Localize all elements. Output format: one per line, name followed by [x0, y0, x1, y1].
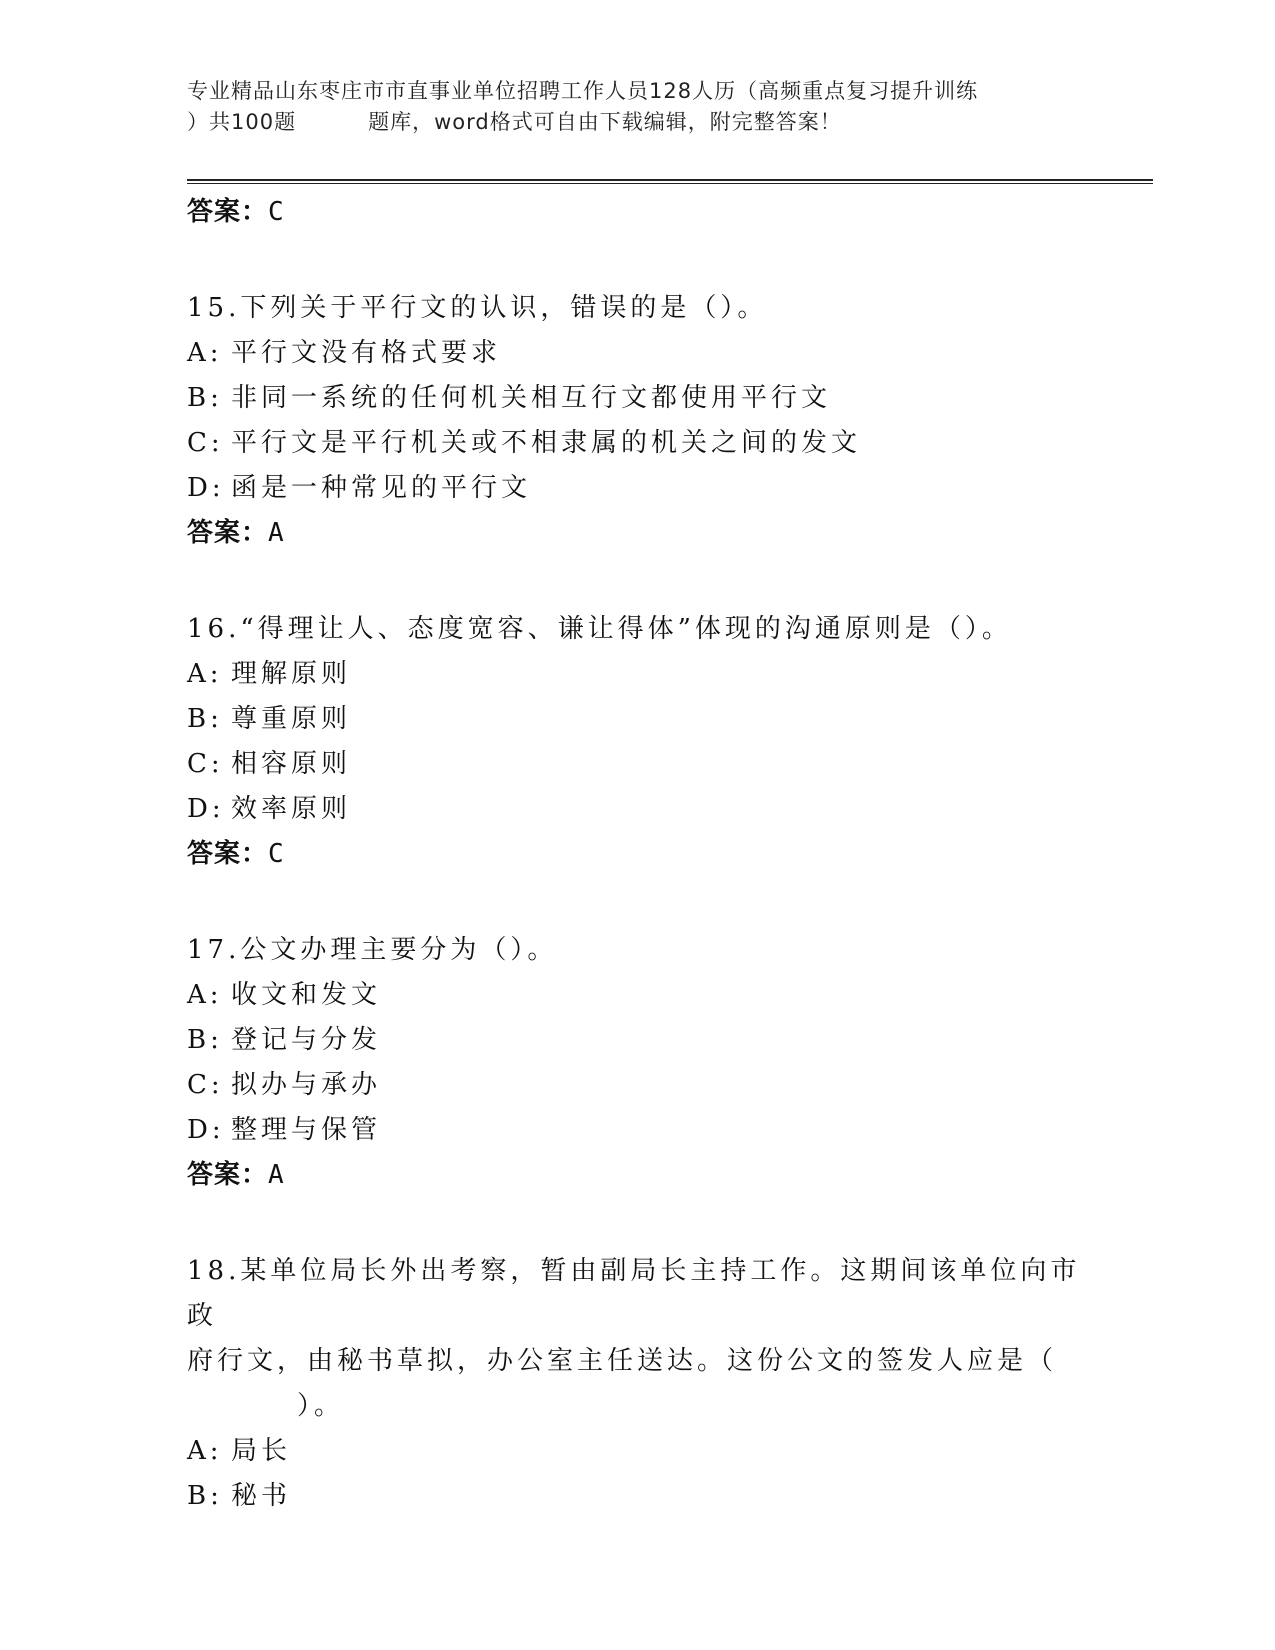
- option-text: 平行文没有格式要求: [231, 338, 502, 368]
- option-text: 理解原则: [231, 659, 352, 689]
- option-key: D:: [187, 794, 225, 824]
- answer-value: A: [268, 518, 285, 548]
- question-text: 15.下列关于平行文的认识，错误的是（）。: [187, 293, 768, 323]
- option-a: [187, 652, 1087, 697]
- option-text: 尊重原则: [231, 704, 352, 734]
- answer-label: 答案：: [187, 1160, 269, 1190]
- header-divider-thin: [187, 183, 1153, 184]
- option-a: [187, 973, 1087, 1018]
- question-text-line1: 18.某单位局长外出考察，暂由副局长主持工作。这期间该单位向市政: [187, 1256, 1081, 1331]
- option-text: 拟办与承办: [231, 1070, 382, 1100]
- answer-line: [187, 1153, 1087, 1197]
- answer-line: [187, 511, 1087, 555]
- answer-value: A: [268, 1160, 285, 1190]
- option-b: [187, 1018, 1087, 1063]
- option-text: 局长: [231, 1436, 292, 1466]
- option-key: A:: [187, 1436, 223, 1466]
- header-title-line2: [187, 107, 1087, 138]
- option-text: 整理与保管: [231, 1115, 382, 1145]
- option-d: [187, 1108, 1087, 1153]
- option-text: 相容原则: [231, 749, 352, 779]
- option-text: 登记与分发: [231, 1025, 382, 1055]
- option-c: [187, 742, 1087, 787]
- option-c: [187, 1063, 1087, 1108]
- option-a: [187, 331, 1087, 376]
- option-key: C:: [187, 428, 224, 458]
- question-text: 16.“得理让人、态度宽容、谦让得体”体现的沟通原则是（）。: [187, 614, 1012, 644]
- answer-line: [187, 190, 1087, 234]
- question-text-line2: 府行文，由秘书草拟，办公室主任送达。这份公文的签发人应是（: [187, 1346, 1058, 1376]
- answer-value: C: [268, 839, 285, 869]
- option-b: [187, 376, 1087, 421]
- question-text: 17.公文办理主要分为（）。: [187, 935, 558, 965]
- option-key: D:: [187, 1115, 225, 1145]
- option-key: A:: [187, 338, 223, 368]
- answer-line: [187, 832, 1087, 876]
- question-list: [187, 190, 1087, 1519]
- question-block: [187, 607, 1087, 876]
- page-header: [187, 76, 1087, 138]
- option-d: [187, 787, 1087, 832]
- option-key: C:: [187, 749, 224, 779]
- option-d: [187, 466, 1087, 511]
- option-a: [187, 1429, 1087, 1474]
- option-text: 收文和发文: [231, 980, 382, 1010]
- header-title-line2-part1: ）共100题: [187, 110, 297, 134]
- option-key: B:: [187, 1481, 223, 1511]
- option-key: A:: [187, 659, 223, 689]
- option-key: C:: [187, 1070, 224, 1100]
- option-key: A:: [187, 980, 223, 1010]
- option-text: 函是一种常见的平行文: [231, 473, 532, 503]
- question-block: [187, 286, 1087, 555]
- header-title-line1: 专业精品山东枣庄市市直事业单位招聘工作人员128人历（高频重点复习提升训练: [187, 79, 979, 103]
- answer-label: 答案：: [187, 518, 269, 548]
- header-divider-thick: [187, 179, 1153, 181]
- header-title-line2-part2: 题库，word格式可自由下载编辑，附完整答案！: [368, 110, 842, 134]
- option-text: 平行文是平行机关或不相隶属的机关之间的发文: [231, 428, 862, 458]
- option-text: 秘书: [231, 1481, 292, 1511]
- option-c: [187, 421, 1087, 466]
- option-text: 效率原则: [231, 794, 352, 824]
- option-key: B:: [187, 1025, 223, 1055]
- answer-label: 答案：: [187, 197, 269, 227]
- option-b: [187, 697, 1087, 742]
- option-text: 非同一系统的任何机关相互行文都使用平行文: [231, 383, 832, 413]
- question-block: [187, 928, 1087, 1197]
- option-key: D:: [187, 473, 225, 503]
- answer-label: 答案：: [187, 839, 269, 869]
- question-text-line3: ）。: [297, 1391, 345, 1421]
- option-key: B:: [187, 704, 223, 734]
- option-key: B:: [187, 383, 223, 413]
- option-b: [187, 1474, 1087, 1519]
- question-block: [187, 1249, 1087, 1519]
- answer-value: C: [268, 197, 285, 227]
